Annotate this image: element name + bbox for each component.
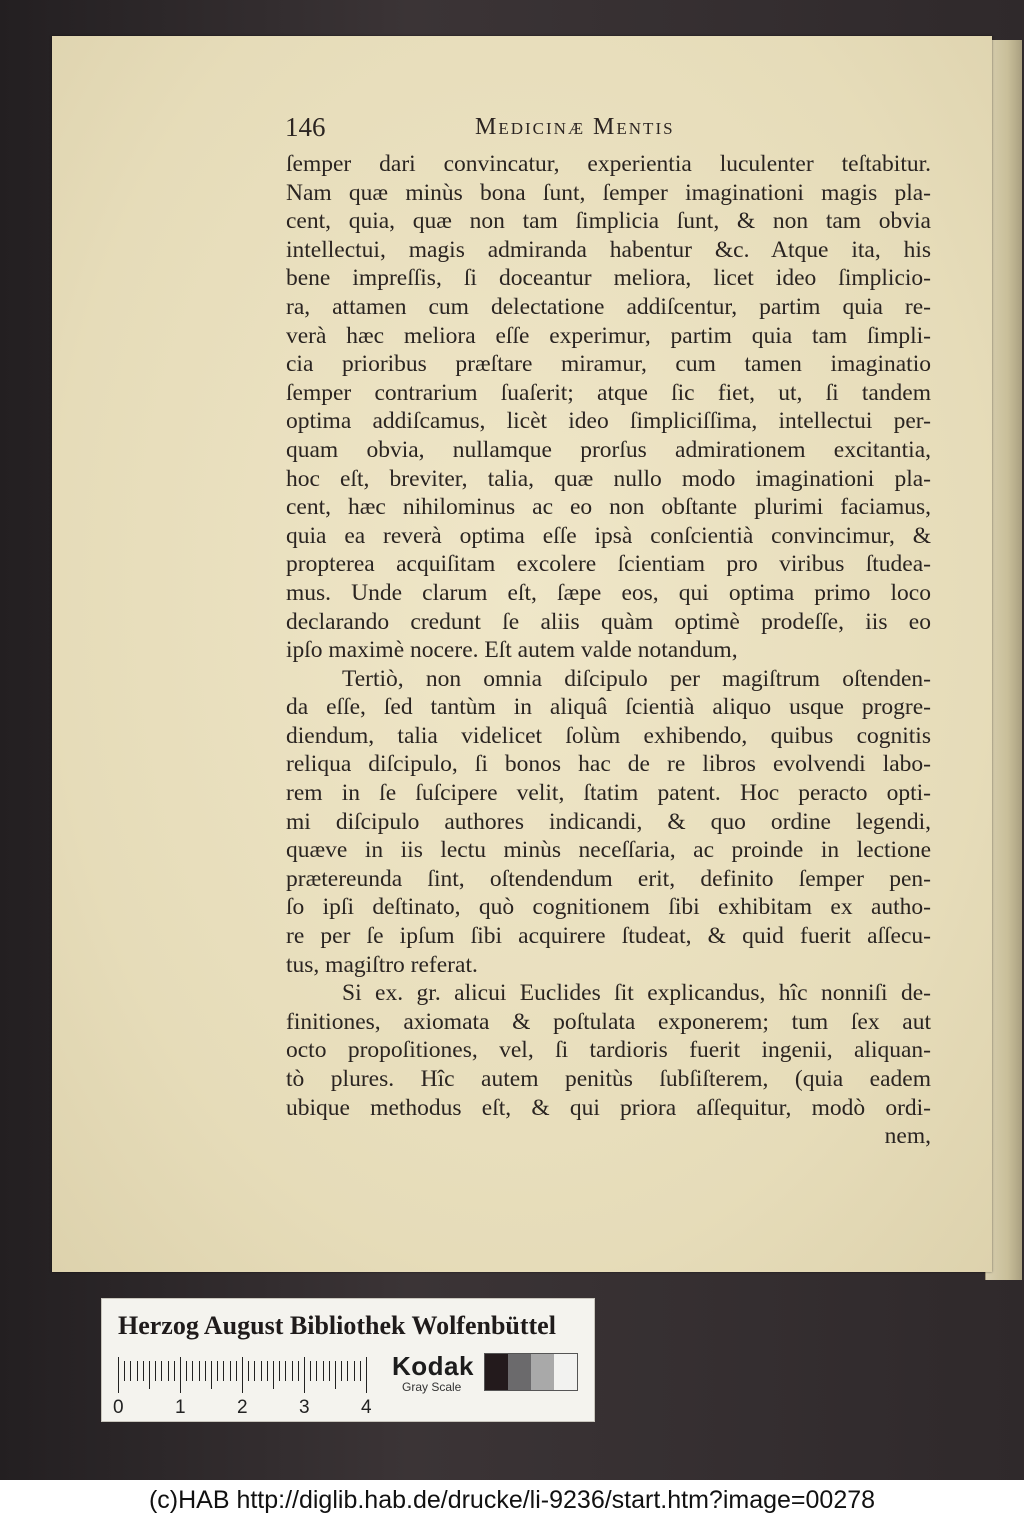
ruler-tick <box>211 1361 212 1389</box>
ruler-tick <box>273 1361 274 1389</box>
text-line: tò plures. Hîc autem penitùs ſubſiſterem, (quia eadem <box>286 1066 931 1092</box>
text-line: ipſo maximè nocere. Eſt autem valde notandum, <box>286 637 738 664</box>
ruler-label: 4 <box>361 1397 372 1418</box>
ruler-tick <box>205 1361 206 1381</box>
text-line: bene impreſſis, ſi doceantur meliora, licet ideo ſimplicio- <box>286 265 931 292</box>
ruler-tick <box>242 1357 243 1393</box>
ruler-tick <box>124 1361 125 1381</box>
ruler-tick <box>155 1361 156 1381</box>
ruler-tick <box>267 1361 268 1381</box>
text-line: propterea acquiſitam excolere ſcientiam pro viribus ſtudea- <box>286 551 931 578</box>
library-name: Herzog August Bibliothek Wolfenbüttel <box>118 1311 556 1340</box>
gray-scale-patches <box>484 1353 578 1391</box>
kodak-brand: Kodak <box>392 1351 474 1381</box>
text-line: ubique methodus eſt, & qui priora aſſequitur, modò ordi- <box>286 1094 931 1121</box>
text-line: ſemper contrarium ſuaſerit; atque ſic fiet, ut, ſi tandem <box>286 379 931 406</box>
text-line: ſemper dari convincatur, experientia luculenter teſtabitur. <box>286 151 931 177</box>
text-line: da eſſe, ſed tantùm in aliquâ ſcientià aliquo usque progre- <box>286 694 931 721</box>
text-line: hoc eſt, breviter, talia, quæ nullo modo imaginationi pla- <box>286 465 931 492</box>
ruler-label: 2 <box>237 1397 248 1418</box>
ruler-tick <box>279 1361 280 1381</box>
ruler-tick <box>161 1361 162 1381</box>
kodak-subtitle: Gray Scale <box>402 1380 462 1394</box>
ruler-tick <box>310 1361 311 1381</box>
text-line: mus. Unde clarum eſt, ſæpe eos, qui optima primo loco <box>286 579 931 606</box>
text-line: re per ſe ipſum ſibi acquirere ſtudeat, & quid fuerit aſſecu- <box>286 923 931 950</box>
ruler-label: 3 <box>299 1397 310 1418</box>
gray-patch <box>485 1354 508 1390</box>
page-number: 146 <box>285 112 326 142</box>
ruler-tick <box>149 1361 150 1389</box>
ruler-tick <box>199 1361 200 1381</box>
ruler-tick <box>329 1361 330 1381</box>
text-line: cent, hæc nihilominus ac eo non obſtante plurimi faciamus, <box>286 494 931 521</box>
ruler-tick <box>347 1361 348 1381</box>
text-line: octo propoſitiones, vel, ſi tardioris fuerit ingenii, aliquan- <box>286 1037 931 1064</box>
ruler-tick <box>223 1361 224 1381</box>
ruler-label: 1 <box>175 1397 186 1418</box>
ruler-tick <box>236 1361 237 1381</box>
ruler-tick <box>143 1361 144 1381</box>
ruler-tick <box>217 1361 218 1381</box>
ruler-tick <box>335 1361 336 1389</box>
ruler-tick <box>168 1361 169 1381</box>
credit-bar <box>0 1480 1024 1523</box>
text-line: quæve in iis lectu minùs neceſſaria, ac proinde in lectione <box>286 837 931 864</box>
ruler-tick <box>230 1361 231 1381</box>
credit-text: (c)HAB http://diglib.hab.de/drucke/li-9236/start.htm?image=00278 <box>148 1486 876 1514</box>
text-line: declarando credunt ſe aliis quàm optimè prodeſſe, iis eo <box>286 608 931 635</box>
ruler-tick <box>174 1361 175 1381</box>
gray-patch <box>554 1354 577 1390</box>
ruler-tick <box>323 1361 324 1381</box>
text-line: tus, magiſtro referat. <box>286 951 478 978</box>
ruler-tick <box>298 1361 299 1381</box>
text-line: quia ea reverà optima eſſe ipsà conſcientià convincimur, & <box>286 522 931 549</box>
ruler-tick <box>118 1357 119 1393</box>
ruler-tick <box>254 1361 255 1381</box>
ruler-tick <box>360 1361 361 1381</box>
ruler-tick <box>366 1357 367 1393</box>
text-line: cent, quia, quæ non tam ſimplicia ſunt, & non tam obvia <box>286 208 931 235</box>
color-card <box>101 1298 595 1422</box>
text-line: prætereunda ſint, oſtendendum erit, definito ſemper pen- <box>286 865 931 892</box>
ruler-tick <box>341 1361 342 1381</box>
text-line: ra, attamen cum delectatione addiſcentur, partim quia re- <box>286 293 931 320</box>
text-line: Si ex. gr. alicui Euclides ſit explicandus, hîc nonniſi de- <box>342 980 931 1007</box>
ruler-tick <box>186 1361 187 1381</box>
measurement-ruler <box>113 1357 380 1418</box>
gray-patch <box>508 1354 531 1390</box>
gray-patch <box>531 1354 554 1390</box>
ruler-tick <box>285 1361 286 1381</box>
text-line: Tertiò, non omnia diſcipulo per magiſtrum oſtenden- <box>342 665 931 692</box>
ruler-tick <box>137 1361 138 1381</box>
text-line: intellectui, magis admiranda habentur &c. Atque ita, his <box>286 236 931 263</box>
ruler-tick <box>192 1361 193 1381</box>
text-line: ſo ipſi deſtinato, quò cognitionem ſibi exhibitam ex autho- <box>286 894 931 921</box>
ruler-tick <box>130 1361 131 1381</box>
ruler-tick <box>304 1357 305 1393</box>
ruler-tick <box>354 1361 355 1381</box>
text-line: finitiones, axiomata & poſtulata exponerem; tum ſex aut <box>286 1008 931 1035</box>
kodak-label <box>392 1351 474 1394</box>
text-line: mi diſcipulo authores indicandi, & quo ordine legendi, <box>286 808 931 835</box>
text-line: optima addiſcamus, licèt ideo ſimpliciſſima, intellectui per- <box>286 408 931 435</box>
text-line: nem, <box>884 1123 931 1150</box>
text-line: rem in ſe ſuſcipere velit, ſtatim patent. Hoc peracto opti- <box>286 780 931 807</box>
text-line: Nam quæ minùs bona ſunt, ſemper imaginationi magis pla- <box>286 179 931 206</box>
text-line: cia prioribus præſtare miramur, cum tamen imaginatio <box>286 351 931 378</box>
text-line: quam obvia, nullamque prorſus admirationem excitantia, <box>286 436 931 463</box>
ruler-tick <box>292 1361 293 1381</box>
ruler-tick <box>316 1361 317 1381</box>
text-line: verà hæc meliora eſſe experimur, partim quia tam ſimpli- <box>286 322 931 349</box>
ruler-tick <box>248 1361 249 1381</box>
body-text <box>286 150 931 1151</box>
text-line: diendum, talia videlicet ſolùm exhibendo, quibus cognitis <box>286 722 931 749</box>
running-head <box>285 112 945 146</box>
ruler-tick <box>261 1361 262 1381</box>
running-title: Medicinæ Mentis <box>475 114 675 140</box>
ruler-label: 0 <box>113 1397 124 1418</box>
text-line: reliqua diſcipulo, ſi bonos hac de re libros evolvendi labo- <box>286 751 931 778</box>
ruler-tick <box>180 1357 181 1393</box>
